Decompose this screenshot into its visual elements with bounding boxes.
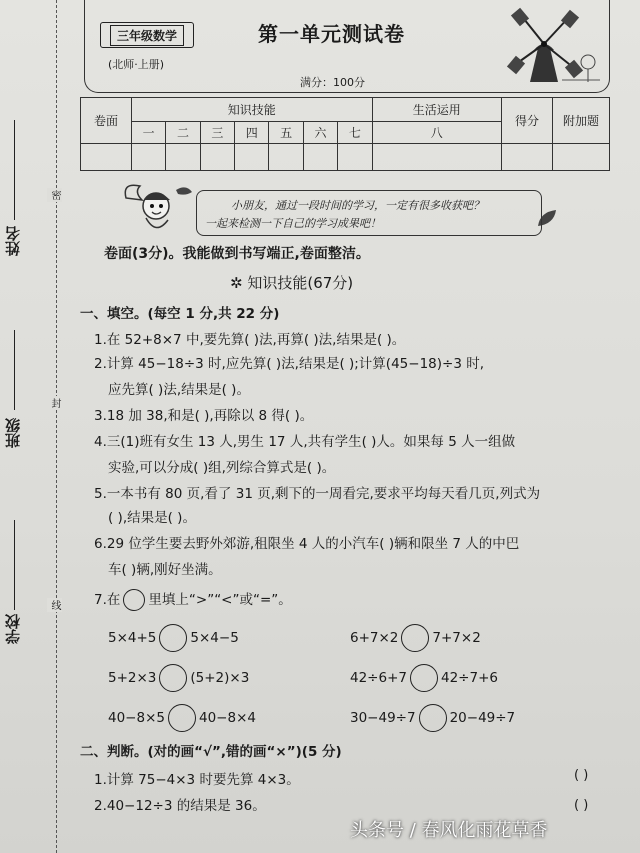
score-group-knowledge: 知识技能: [132, 98, 373, 122]
compare-item-3: 5+2×3 (5+2)×3: [108, 664, 249, 692]
q1-item-3: 3.18 加 38,和是( ),再除以 8 得( )。: [94, 408, 314, 424]
compare-answer-circle[interactable]: [168, 704, 196, 732]
compare-answer-circle[interactable]: [410, 664, 438, 692]
score-cell[interactable]: [269, 144, 303, 171]
compare-answer-circle[interactable]: [419, 704, 447, 732]
q1-item-6a: 6.29 位学生要去野外郊游,租限坐 4 人的小汽车( )辆和限坐 7 人的中巴: [94, 536, 520, 552]
edition-label: (北师·上册): [108, 58, 165, 71]
compare-item-5: 40−8×5 40−8×4: [108, 704, 256, 732]
score-cell[interactable]: [166, 144, 200, 171]
q1-item-4b: 实验,可以分成( )组,列综合算式是( )。: [108, 460, 336, 476]
neatness-statement: 卷面(3分)。我能做到书写端正,卷面整洁。: [104, 246, 370, 262]
encouragement-line-1: 小朋友，通过一段时间的学习，一定有很多收获吧？: [231, 199, 484, 212]
score-col-5: 五: [269, 122, 303, 144]
page-title: 第一单元测试卷: [258, 22, 405, 46]
school-label: 学校: [4, 614, 22, 644]
class-underline: [14, 330, 15, 410]
q1-item-5b: ( ),结果是( )。: [108, 510, 196, 526]
score-col-6: 六: [303, 122, 337, 144]
q1-item-5a: 5.一本书有 80 页,看了 31 页,剩下的一周看完,要求平均每天看几页,列式为: [94, 486, 541, 502]
score-col-total: 得分: [502, 98, 553, 144]
encouragement-bubble: [196, 190, 542, 236]
score-col-4: 四: [235, 122, 269, 144]
score-cell[interactable]: [81, 144, 132, 171]
compare-circle-sample: [123, 589, 145, 611]
q1-item-2b: 应先算( )法,结果是( )。: [108, 382, 250, 398]
score-cell[interactable]: [200, 144, 234, 171]
windmill-illustration: [500, 4, 604, 88]
compare-item-6: 30−49÷7 20−49÷7: [350, 704, 515, 732]
q1-title: 一、填空。(每空 1 分,共 22 分): [80, 306, 280, 322]
score-cell[interactable]: [553, 144, 610, 171]
angel-mascot-illustration: [120, 178, 200, 240]
score-group-life: 生活运用: [372, 98, 501, 122]
cut-char-seal: 密: [49, 190, 60, 200]
name-underline: [14, 120, 15, 220]
score-table: [80, 97, 610, 171]
q2-answer-box-2[interactable]: ( ): [574, 798, 589, 813]
q2-answer-box-1[interactable]: ( ): [574, 768, 589, 783]
school-underline: [14, 520, 15, 610]
score-col-1: 一: [132, 122, 166, 144]
section-title-knowledge: ✲ 知识技能(67分): [230, 274, 354, 292]
compare-answer-circle[interactable]: [401, 624, 429, 652]
cut-char-close: 封: [49, 398, 60, 408]
binding-dashed-line: [56, 0, 57, 853]
full-score-label: 满分：100分: [300, 76, 365, 89]
score-col-2: 二: [166, 122, 200, 144]
compare-answer-circle[interactable]: [159, 624, 187, 652]
q1-item-2a: 2.计算 45−18÷3 时,应先算( )法,结果是( );计算(45−18)÷3 时,: [94, 356, 484, 372]
score-cell[interactable]: [235, 144, 269, 171]
score-cell[interactable]: [132, 144, 166, 171]
score-cell[interactable]: [338, 144, 372, 171]
score-col-bonus: 附加题: [553, 98, 610, 144]
watermark-text: 头条号 / 春风化雨花草香: [350, 820, 548, 841]
q1-item-1: 1.在 52+8×7 中,要先算( )法,再算( )法,结果是( )。: [94, 332, 406, 348]
compare-item-2: 6+7×2 7+7×2: [350, 624, 481, 652]
q1-item-6b: 车( )辆,刚好坐满。: [108, 562, 222, 578]
class-label: 班级: [4, 418, 22, 448]
score-col-8: 八: [372, 122, 501, 144]
score-cell[interactable]: [502, 144, 553, 171]
score-cell[interactable]: [303, 144, 337, 171]
name-label: 姓名: [4, 226, 22, 256]
q2-item-1: 1.计算 75−4×3 时要先算 4×3。: [94, 772, 300, 788]
score-col-neatness: 卷面: [81, 98, 132, 144]
compare-answer-circle[interactable]: [159, 664, 187, 692]
star-icon: ✲: [230, 274, 248, 292]
score-cell[interactable]: [372, 144, 501, 171]
encouragement-line-2: 一起来检测一下自己的学习成果吧！: [205, 217, 381, 230]
q1-item-4a: 4.三(1)班有女生 13 人,男生 17 人,共有学生( )人。如果每 5 人一组做: [94, 434, 516, 450]
cut-char-line: 线: [49, 600, 60, 610]
compare-item-4: 42÷6+7 42÷7+6: [350, 664, 498, 692]
compare-item-1: 5×4+5 5×4−5: [108, 624, 239, 652]
q2-title: 二、判断。(对的画“√”,错的画“×”)(5 分): [80, 744, 342, 760]
score-col-7: 七: [338, 122, 372, 144]
score-col-3: 三: [200, 122, 234, 144]
q2-item-2: 2.40−12÷3 的结果是 36。: [94, 798, 266, 814]
grade-badge: 三年级数学: [100, 22, 194, 48]
q1-item-7: 7.在 里填上“>”“<”或“=”。: [94, 588, 292, 611]
